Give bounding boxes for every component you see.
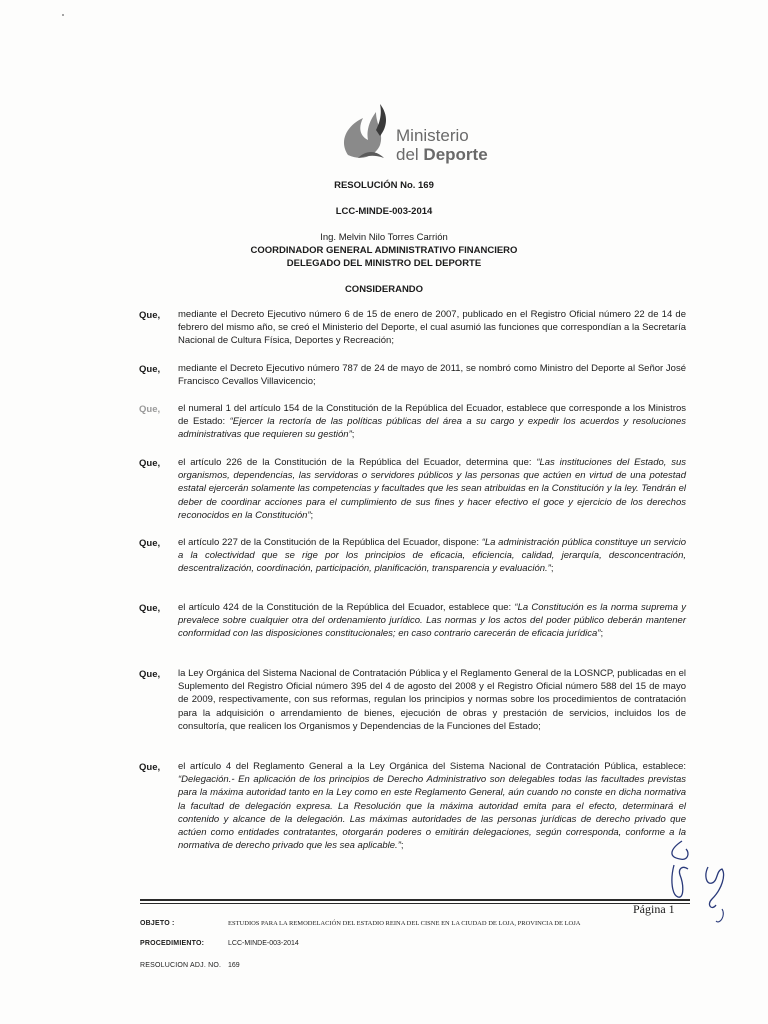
que-label: Que,: [139, 364, 161, 375]
considerando-paragraph: mediante el Decreto Ejecutivo número 6 de 15 de enero de 2007, publicado en el Registro Oficial número 22 de 14 de febrero del mismo año, se creó el Ministerio del Deporte, el cual asumió las funciones que correspondían a la Secretaría Nacional de Cultura Física, Deportes y Recreación;: [178, 309, 686, 347]
signatory-role-2: DELEGADO DEL MINISTRO DEL DEPORTE: [286, 258, 482, 269]
page-number: Página 1: [633, 902, 675, 916]
que-label: Que,: [139, 310, 161, 321]
procedimiento-value: LCC-MINDE-003-2014: [228, 940, 299, 947]
considerando-paragraph: mediante el Decreto Ejecutivo número 787 de 24 de mayo de 2011, se nombró como Ministro del Deporte al Señor José Francisco Cevallos Villavicencio;: [178, 363, 686, 388]
que-label: Que,: [139, 603, 161, 614]
resolucion-title: RESOLUCIÓN No. 169: [334, 180, 434, 191]
considerando-paragraph: el artículo 226 de la Constitución de la República del Ecuador, determina que: “Las instituciones del Estado, sus organismos, dependencias, las servidoras o servidores públicos y las personas que actúen en virtud de una potestad estatal ejercerán solamente las competencias y facultades que les sean atribuidas en la Constitución y la ley. Tendrán el deber de coordinar acciones para el cumplimiento de sus fines y hacer efectivo el goce y ejercicio de los derechos reconocidos en la Constitución”;: [178, 457, 686, 521]
objeto-value: ESTUDIOS PARA LA REMODELACIÓN DEL ESTADIO REINA DEL CISNE EN LA CIUDAD DE LOJA, PROVINCIA DE LOJA: [228, 920, 581, 927]
resolucion-code: LCC-MINDE-003-2014: [335, 206, 433, 217]
scan-speck: [62, 14, 64, 16]
signatory-name: Ing. Melvin Nilo Torres Carrión: [320, 232, 448, 243]
logo-text-ministerio: Ministerio: [396, 126, 469, 145]
considerando-paragraph: el numeral 1 del artículo 154 de la Constitución de la República del Ecuador, establece que corresponde a los Ministros de Estado: “Ejercer la rectoría de las políticas públicas del área a su cargo y expedir los acuerdos y resoluciones administrativas que requieren su gestión”;: [178, 403, 686, 441]
handwritten-signature-icon: [660, 835, 740, 935]
considerando-paragraph: la Ley Orgánica del Sistema Nacional de Contratación Pública y el Reglamento General de la LOSNCP, publicadas en el Suplemento del Registro Oficial número 395 del 4 de agosto del 2008 y el Registro Oficial número 588 del 15 de mayo de 2009, respectivamente, con sus reformas, regulan los principios y normas sobre los procedimientos de contratación para la adquisición o arrendamiento de bienes, ejecución de obras y prestación de servicios, incluidos los de consultoría, que realicen los Organismos y Dependencias de la Funciones del Estado;: [178, 668, 686, 732]
que-label: Que,: [139, 404, 161, 415]
resolucion-adj-label: RESOLUCION ADJ. NO.: [140, 962, 222, 969]
footer-divider: [140, 899, 690, 901]
considerando-paragraph: el artículo 4 del Reglamento General a la Ley Orgánica del Sistema Nacional de Contratación Pública, establece: “Delegación.- En aplicación de los principios de Derecho Administrativo son delegables todas las facultades previstas para la máxima autoridad tanto en la Ley como en este Reglamento General, aún cuando no conste en dicha normativa la facultad de delegación expresa. La Resolución que la máxima autoridad emita para el efecto, determinará el contenido y alcance de la delegación. Las máximas autoridades de las personas jurídicas de derecho privado que actúen como entidades contratantes, otorgarán poderes o emitirán delegaciones, según corresponda, conforme a la normativa de derecho privado que les sea aplicable.”;: [178, 761, 686, 852]
que-label: Que,: [139, 669, 161, 680]
signatory-role-1: COORDINADOR GENERAL ADMINISTRATIVO FINANCIERO: [250, 245, 518, 256]
procedimiento-label: PROCEDIMIENTO:: [140, 940, 205, 947]
considerando-paragraph: el artículo 424 de la Constitución de la República del Ecuador, establece que: “La Constitución es la norma suprema y prevalece sobre cualquier otra del ordenamiento jurídico. Las normas y los actos del poder público deberán mantener conformidad con las disposiciones constitucionales; en caso contrario carecerán de eficacia jurídica”;: [178, 602, 686, 640]
que-label: Que,: [139, 762, 161, 773]
que-label: Que,: [139, 458, 161, 469]
considerando-paragraph: el artículo 227 de la Constitución de la República del Ecuador, dispone: “La administración pública constituye un servicio a la colectividad que se rige por los principios de eficacia, eficiencia, calidad, jerarquía, desconcentración, descentralización, coordinación, participación, planificación, transparencia y evaluación.”;: [178, 537, 686, 575]
que-label: Que,: [139, 538, 161, 549]
resolucion-adj-value: 169: [228, 962, 240, 969]
objeto-label: OBJETO :: [140, 920, 175, 927]
considerando-heading: CONSIDERANDO: [344, 284, 424, 295]
logo-text-del-deporte: del Deporte: [396, 145, 488, 164]
footer-divider: [140, 903, 690, 904]
